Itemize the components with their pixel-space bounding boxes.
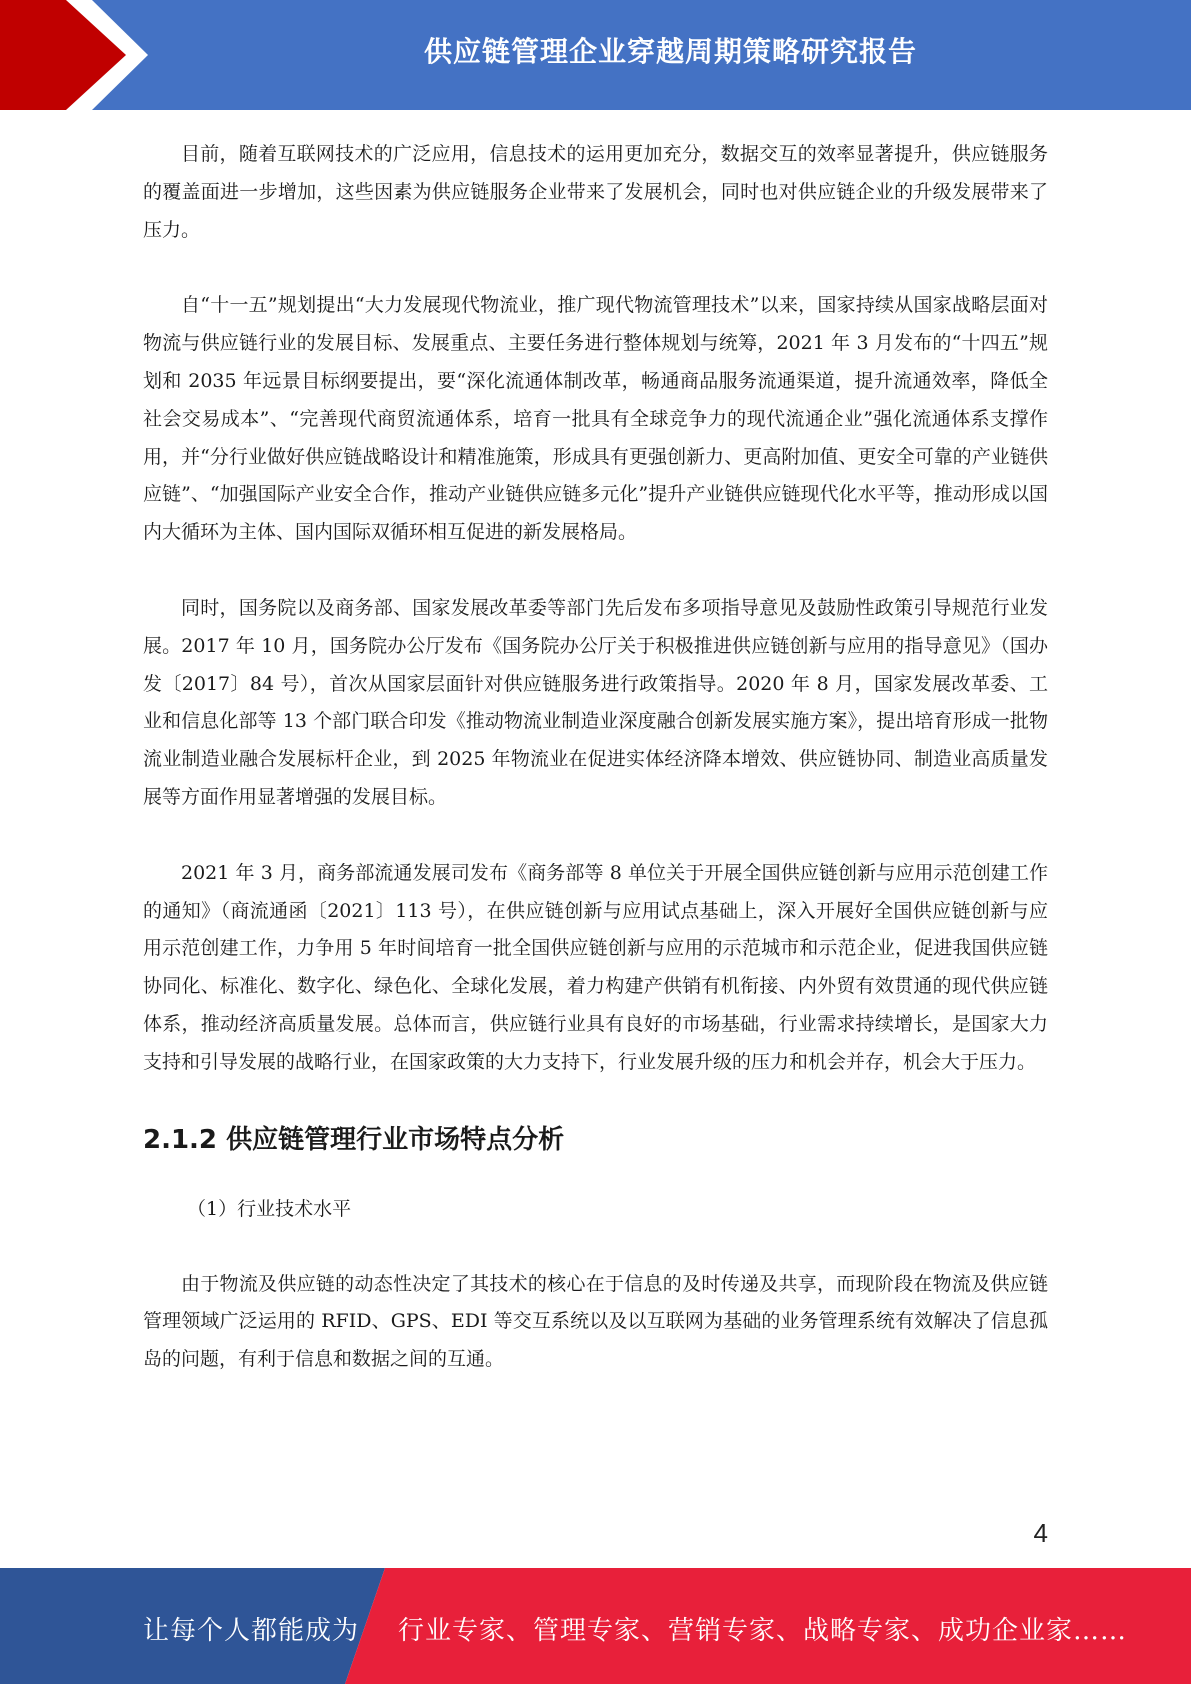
footer-slogan-right: 行业专家、管理专家、营销专家、战略专家、成功企业家…… bbox=[398, 1616, 1128, 1646]
page-header bbox=[0, 0, 1191, 110]
paragraph-1: 目前，随着互联网技术的广泛应用，信息技术的运用更加充分，数据交互的效率显著提升，供应链服务的覆盖面进一步增加，这些因素为供应链服务企业带来了发展机会，同时也对供应链企业的升级发展带来了压力。 bbox=[143, 143, 1048, 241]
paragraph-5: 由于物流及供应链的动态性决定了其技术的核心在于信息的及时传递及共享，而现阶段在物流及供应链管理领域广泛运用的 RFID、GPS、EDI 等交互系统以及以互联网为基础的业务管理系统有效解决了信息孤岛的问题，有利于信息和数据之间的互通。 bbox=[143, 1272, 1048, 1371]
paragraph-3: 同时，国务院以及商务部、国家发展改革委等部门先后发布多项指导意见及鼓励性政策引导规范行业发展。2017 年 10 月，国务院办公厅发布《国务院办公厅关于积极推进供应链创新与应用的指导意见》（国办发〔2017〕84 号），首次从国家层面针对供应链服务进行政策指导。2020 年 8 月，国家发展改革委、工业和信息化部等 13 个部门联合印发《推动物流业制造业深度融合创新发展实施方案》，提出培育形成一批物流业制造业融合发展标杆企业，到 2025 年物流业在促进实体经济降本增效、供应链协同、制造业高质量发展等方面作用显著增强的发展目标。 bbox=[143, 596, 1048, 808]
subsection-heading: （1）行业技术水平 bbox=[187, 1197, 352, 1220]
header-title: 供应链管理企业穿越周期策略研究报告 bbox=[423, 35, 917, 68]
page-number: 4 bbox=[1033, 1518, 1048, 1548]
page-footer bbox=[0, 1568, 1191, 1684]
paragraph-2: 自“十一五”规划提出“大力发展现代物流业，推广现代物流管理技术”以来，国家持续从国家战略层面对物流与供应链行业的发展目标、发展重点、主要任务进行整体规划与统筹，2021 年 3 月发布的“十四五”规划和 2035 年远景目标纲要提出，要“深化流通体制改革，畅通商品服务流通渠道，提升流通效率，降低全社会交易成本”、“完善现代商贸流通体系，培育一批具有全球竞争力的现代流通企业”强化流通体系支撑作用，并“分行业做好供应链战略设计和精准施策，形成具有更强创新力、更高附加值、更安全可靠的产业链供应链”、“加强国际产业安全合作，推动产业链供应链多元化”提升产业链供应链现代化水平等，推动形成以国内大循环为主体、国内国际双循环相互促进的新发展格局。 bbox=[143, 294, 1048, 544]
header-arrow-icon bbox=[0, 0, 160, 110]
section-heading: 2.1.2 供应链管理行业市场特点分析 bbox=[143, 1124, 565, 1155]
document-body bbox=[143, 136, 1048, 1417]
paragraph-4: 2021 年 3 月，商务部流通发展司发布《商务部等 8 单位关于开展全国供应链创新与应用示范创建工作的通知》（商流通函〔2021〕113 号），在供应链创新与应用试点基础上，深入开展好全国供应链创新与应用示范创建工作，力争用 5 年时间培育一批全国供应链创新与应用的示范城市和示范企业，促进我国供应链协同化、标准化、数字化、绿色化、全球化发展，着力构建产供销有机衔接、内外贸有效贯通的现代供应链体系，推动经济高质量发展。总体而言，供应链行业具有良好的市场基础，行业需求持续增长，是国家大力支持和引导发展的战略行业，在国家政策的大力支持下，行业发展升级的压力和机会并存，机会大于压力。 bbox=[143, 861, 1048, 1073]
footer-slogan-left: 让每个人都能成为 bbox=[143, 1616, 360, 1646]
